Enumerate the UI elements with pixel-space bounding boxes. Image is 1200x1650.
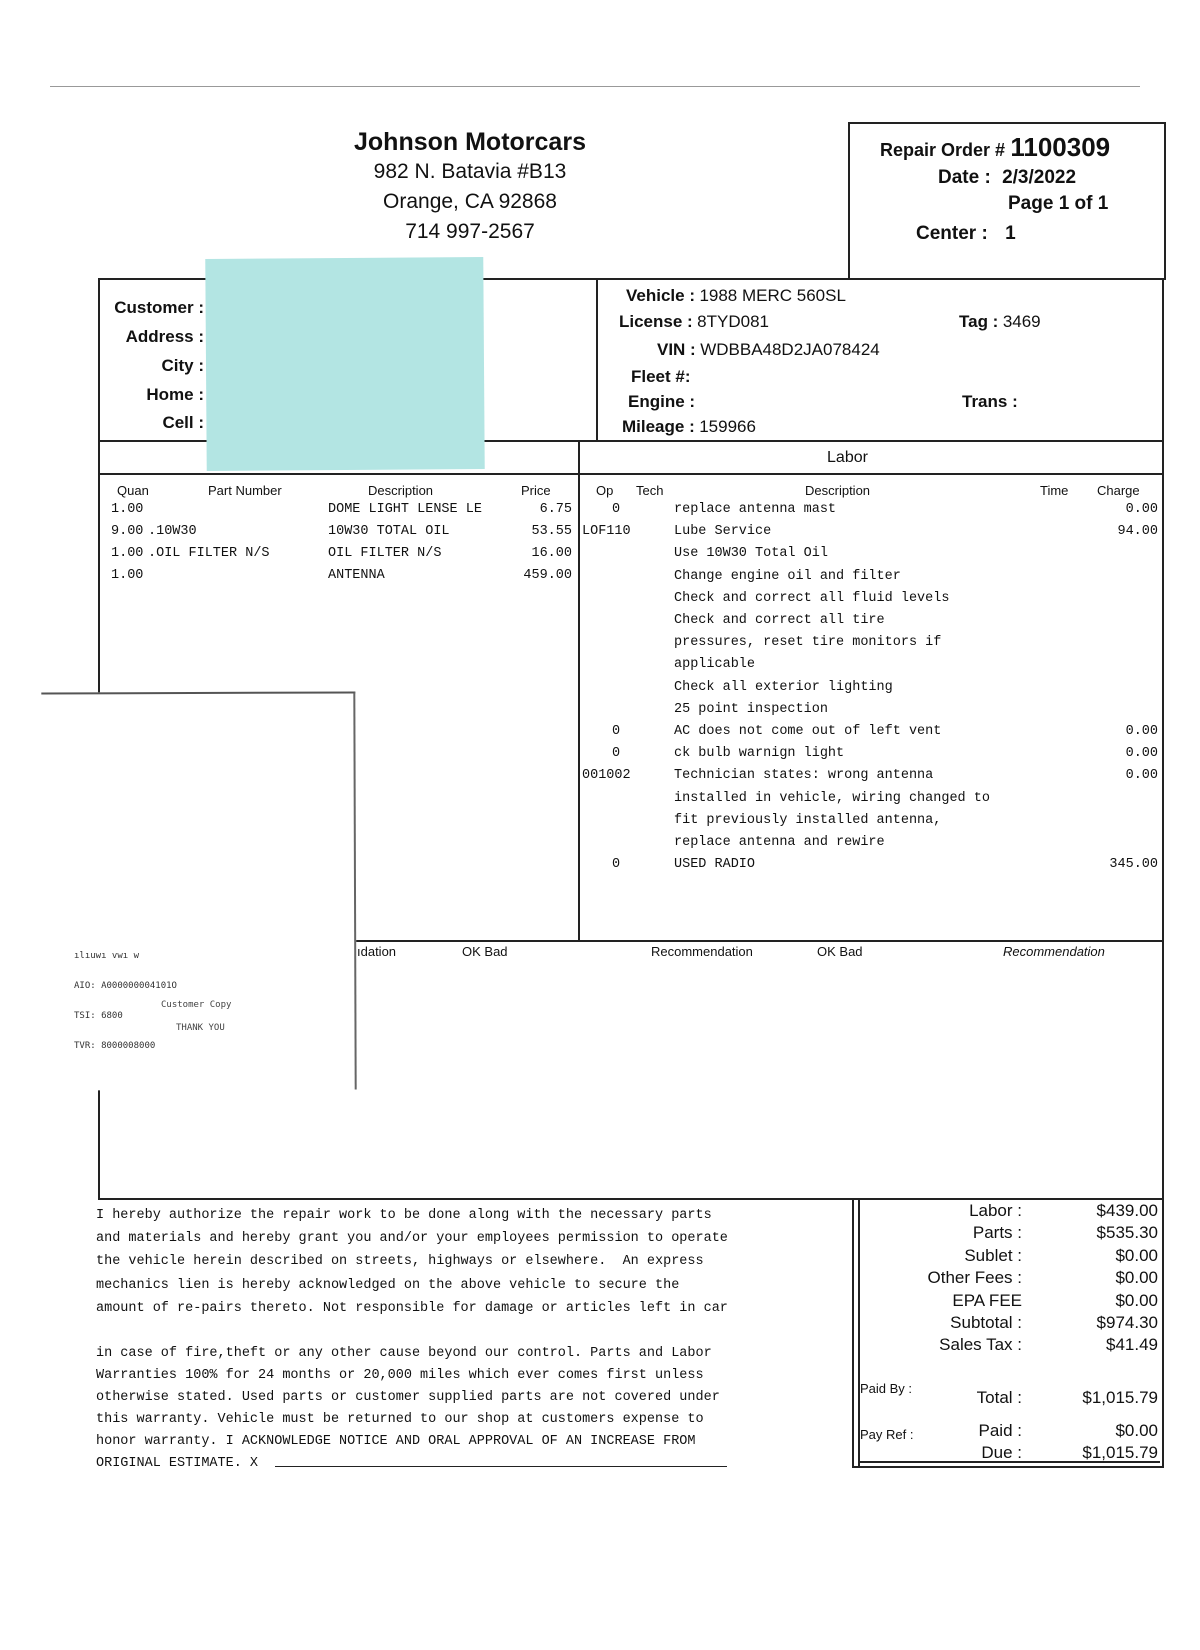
labor-header-op: Op	[596, 483, 614, 498]
vin-line	[657, 340, 880, 360]
signature-line	[275, 1466, 727, 1467]
disclaimer-line: otherwise stated. Used parts or customer supplied parts are not covered under	[96, 1390, 720, 1406]
parts-header-price: Price	[521, 483, 551, 498]
date-line	[938, 167, 1076, 189]
receipt-line-1: AIO: A000000004101O	[74, 981, 177, 991]
frame-left-lower	[98, 1088, 100, 1200]
totals-value: $974.30	[1096, 1313, 1158, 1332]
labor-header-rule	[98, 473, 1164, 475]
center-value: 1	[1005, 223, 1016, 244]
authorization-disclaimer	[96, 1204, 826, 1475]
mileage-label: Mileage :	[622, 417, 695, 436]
labor-charge: 0.00	[1125, 746, 1158, 762]
part-number: .10W30	[148, 524, 197, 539]
center-line	[916, 223, 1016, 245]
recommendation-col2-header: Recommendation	[651, 944, 753, 959]
disclaimer-gap	[96, 1320, 826, 1343]
redaction-sticky-note	[205, 257, 484, 471]
part-description: DOME LIGHT LENSE LE	[328, 502, 482, 517]
fleet-label: Fleet #:	[631, 367, 691, 386]
labor-description: Check and correct all tire	[674, 613, 885, 628]
vin-value: WDBBA48D2JA078424	[700, 340, 880, 359]
cell-label: Cell :	[162, 413, 204, 432]
shop-phone: 714 997-2567	[405, 220, 535, 243]
disclaimer-para1	[96, 1204, 826, 1320]
vehicle-value: 1988 MERC 560SL	[699, 286, 846, 305]
labor-description: 25 point inspection	[674, 701, 828, 717]
disclaimer-line: in case of fire,theft or any other cause beyond our control. Parts and Labor	[96, 1346, 712, 1362]
totals-label: Parts :	[972, 1223, 1022, 1243]
disclaimer-line: mechanics lien is hereby acknowledged on the above vehicle to secure the	[96, 1277, 680, 1293]
ok-bad-header-1: OK Bad	[462, 944, 508, 959]
labor-charge: 0.00	[1125, 724, 1158, 739]
total-label: Total :	[976, 1388, 1022, 1407]
parts-labor-divider	[578, 440, 580, 940]
labor-op: 0	[612, 746, 621, 762]
receipt-line-0: ılıuwı vwı w	[74, 951, 140, 961]
vehicle-label: Vehicle :	[626, 286, 695, 305]
part-description: OIL FILTER N/S	[328, 546, 442, 561]
license-label: License :	[619, 312, 693, 331]
part-price: 459.00	[523, 568, 572, 583]
disclaimer-line: I hereby authorize the repair work to be done along with the necessary parts	[96, 1208, 712, 1223]
license-value: 8TYD081	[697, 312, 769, 331]
totals-label: EPA FEE	[952, 1290, 1022, 1310]
labor-charge: 0.00	[1125, 502, 1158, 517]
customer-label: Customer :	[114, 298, 204, 317]
repair-order-line	[880, 132, 1110, 163]
labor-op: LOF110	[582, 524, 631, 540]
labor-charge: 94.00	[1117, 524, 1158, 540]
totals-value: $0.00	[1115, 1290, 1158, 1310]
tag-label: Tag :	[959, 312, 999, 331]
date-label: Date :	[938, 167, 991, 188]
date-value: 2/3/2022	[1002, 167, 1077, 188]
home-label: Home :	[146, 385, 204, 404]
part-quan: 1.00	[111, 568, 144, 583]
paid-value: $0.00	[1115, 1421, 1158, 1440]
receipt-line-2: TSI: 6800	[74, 1011, 123, 1021]
labor-header-time: Time	[1040, 483, 1069, 498]
receipt-thank-you: THANK YOU	[176, 1023, 225, 1033]
labor-description: Change engine oil and filter	[674, 568, 901, 584]
labor-description: replace antenna mast	[674, 502, 837, 517]
totals-value: $0.00	[1115, 1245, 1158, 1265]
disclaimer-line: amount of re-pairs thereto. Not responsible for damage or articles left in car	[96, 1300, 728, 1316]
labor-charge: 0.00	[1125, 768, 1158, 784]
labor-description: Check all exterior lighting	[674, 679, 893, 695]
disclaimer-line: honor warranty. I ACKNOWLEDGE NOTICE AND ORAL APPROVAL OF AN INCREASE FROM	[96, 1434, 696, 1450]
mileage-line	[622, 417, 756, 437]
disclaimer-line: this warranty. Vehicle must be returned to our shop at customers expense to	[96, 1412, 704, 1428]
labor-description: USED RADIO	[674, 857, 756, 873]
receipt-line-3: TVR: 8000008000	[74, 1041, 156, 1051]
top-scan-line	[50, 86, 1140, 87]
repair-order-label: Repair Order #	[880, 140, 1006, 160]
repair-order-number: 1100309	[1010, 132, 1111, 162]
labor-header-tech: Tech	[636, 483, 664, 498]
part-quan: 1.00	[111, 546, 144, 561]
ok-bad-header-2: OK Bad	[817, 944, 863, 959]
labor-description: AC does not come out of left vent	[674, 724, 942, 739]
shop-address-line1: 982 N. Batavia #B13	[373, 160, 567, 183]
labor-description: Lube Service	[674, 524, 772, 540]
mileage-value: 159966	[699, 417, 756, 436]
totals-label: Subtotal :	[950, 1313, 1022, 1332]
part-price: 53.55	[531, 524, 572, 539]
engine-label: Engine :	[628, 392, 696, 411]
part-price: 16.00	[531, 546, 572, 561]
totals-value: $41.49	[1106, 1335, 1158, 1355]
due-label: Due :	[981, 1443, 1022, 1462]
city-label: City :	[161, 356, 204, 375]
page-number: Page 1 of 1	[1008, 193, 1109, 214]
part-number: .OIL FILTER N/S	[148, 546, 270, 561]
shop-header	[300, 127, 640, 247]
labor-header-charge: Charge	[1097, 483, 1140, 498]
labor-op: 0	[612, 857, 621, 873]
total-value: $1,015.79	[1082, 1388, 1158, 1407]
frame-right	[1162, 278, 1164, 1200]
part-quan: 1.00	[111, 502, 144, 517]
totals-value: $439.00	[1096, 1201, 1158, 1220]
parts-header-part-number: Part Number	[208, 483, 282, 498]
disclaimer-para2	[96, 1343, 826, 1475]
part-description: 10W30 TOTAL OIL	[328, 524, 450, 539]
receipt-customer-copy: Customer Copy	[161, 1000, 232, 1010]
trans-label: Trans :	[962, 392, 1018, 411]
labor-header-description: Description	[805, 483, 871, 498]
vehicle-line	[626, 286, 846, 306]
totals-label: Other Fees :	[927, 1268, 1022, 1288]
labor-section-header: Labor	[827, 449, 868, 466]
tag-line	[959, 312, 1041, 332]
customer-vehicle-divider	[596, 278, 598, 440]
due-value: $1,015.79	[1082, 1443, 1158, 1462]
totals-label: Labor :	[969, 1201, 1022, 1220]
part-price: 6.75	[539, 502, 572, 517]
labor-description: Check and correct all fluid levels	[674, 590, 950, 606]
recommendations-top-rule	[350, 940, 1164, 942]
totals-label: Sales Tax :	[939, 1335, 1022, 1355]
disclaimer-line: Warranties 100% for 24 months or 20,000 miles which ever comes first unless	[96, 1368, 704, 1384]
receipt-text	[74, 931, 177, 1061]
totals-value: $535.30	[1096, 1223, 1158, 1243]
labor-op: 001002	[582, 768, 631, 784]
shop-address-line2: Orange, CA 92868	[383, 190, 557, 213]
license-line	[619, 312, 769, 332]
labor-description: replace antenna and rewire	[674, 835, 885, 850]
labor-op: 0	[612, 724, 621, 739]
labor-description: pressures, reset tire monitors if	[674, 635, 942, 651]
labor-description: ck bulb warnign light	[674, 746, 845, 762]
disclaimer-line: ORIGINAL ESTIMATE. X	[96, 1456, 259, 1472]
tag-value: 3469	[1002, 312, 1041, 331]
disclaimer-line: and materials and hereby grant you and/or your employees permission to operate	[96, 1231, 728, 1247]
parts-header-description: Description	[368, 483, 434, 498]
parts-header-quan: Quan	[117, 483, 149, 498]
vin-label: VIN :	[657, 340, 696, 359]
labor-op: 0	[612, 502, 621, 517]
labor-description: Technician states: wrong antenna	[674, 768, 934, 784]
labor-description: installed in vehicle, wiring changed to	[674, 790, 990, 806]
disclaimer-line: the vehicle herein described on streets, highways or elsewhere. An express	[96, 1254, 704, 1270]
recommendation-col3-header: Recommendation	[1003, 944, 1105, 959]
part-description: ANTENNA	[328, 568, 385, 583]
address-label: Address :	[125, 327, 204, 346]
paid-by-label: Paid By :	[860, 1381, 913, 1396]
shop-name: Johnson Motorcars	[354, 128, 586, 156]
totals-value: $0.00	[1115, 1268, 1158, 1288]
totals-label: Sublet :	[964, 1245, 1022, 1265]
recommendation-col1-header: ıdation	[357, 944, 397, 959]
pay-ref-label: Pay Ref :	[860, 1427, 914, 1442]
labor-description: Use 10W30 Total Oil	[674, 546, 828, 562]
paid-label: Paid :	[978, 1421, 1022, 1440]
labor-description: fit previously installed antenna,	[674, 812, 942, 828]
part-quan: 9.00	[111, 524, 144, 539]
center-label: Center :	[916, 223, 988, 244]
labor-description: applicable	[674, 657, 756, 673]
labor-charge: 345.00	[1109, 857, 1158, 873]
